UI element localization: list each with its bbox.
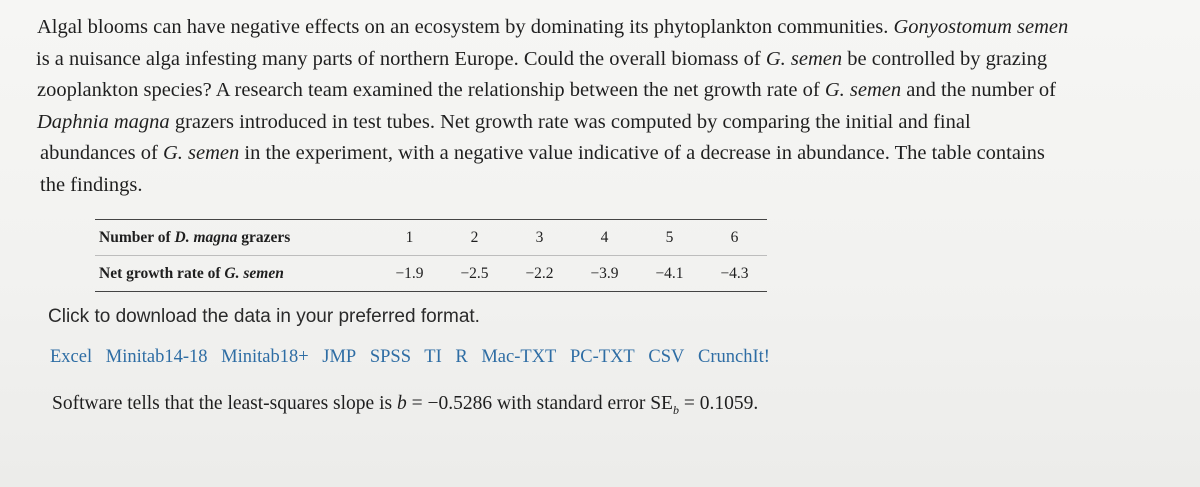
subscript-b: b — [672, 402, 679, 417]
problem-paragraph — [37, 12, 1187, 201]
table-cell: 2 — [442, 220, 507, 256]
download-minitab18-link[interactable]: Minitab18+ — [221, 347, 309, 367]
table-cell: 5 — [637, 220, 702, 256]
text-span: grazers — [237, 228, 291, 246]
software-result — [52, 393, 758, 418]
text-span: = −0.5286 with standard error SE — [406, 393, 673, 414]
text-span: Software tells that the least-squares slope is — [52, 393, 397, 414]
text-span: Number of — [99, 228, 175, 246]
species-name: G. semen — [224, 264, 284, 282]
text-span: zooplankton species? A research team examined the relationship between the net growth rate of — [37, 79, 825, 101]
download-excel-link[interactable]: Excel — [50, 347, 93, 367]
species-name: Gonyostomum semen — [893, 16, 1069, 38]
text-span: in the experiment, with a negative value indicative of a decrease in abundance. The table contains — [239, 142, 1045, 164]
download-spss-link[interactable]: SPSS — [369, 347, 411, 367]
download-pc-txt-link[interactable]: PC-TXT — [569, 347, 635, 367]
download-r-link[interactable]: R — [455, 347, 468, 367]
species-name: G. semen — [765, 47, 843, 70]
paragraph-line — [37, 107, 1187, 139]
variable-b: b — [396, 393, 407, 414]
table-cell: −2.5 — [442, 256, 507, 292]
paragraph-line — [37, 75, 1187, 107]
table-cell: −3.9 — [572, 256, 637, 292]
species-name: G. semen — [162, 142, 240, 164]
download-jmp-link[interactable]: JMP — [322, 347, 357, 367]
paragraph-line — [36, 44, 1187, 76]
text-span: and the number of — [901, 79, 1056, 101]
row-header — [95, 256, 371, 292]
table-cell: 6 — [702, 220, 767, 256]
table-row-growth-rate — [95, 256, 767, 292]
download-mac-txt-link[interactable]: Mac-TXT — [481, 347, 557, 367]
table-cell: −1.9 — [377, 256, 442, 292]
species-name: D. magna — [174, 228, 238, 246]
table-cell: −4.3 — [702, 256, 767, 292]
text-span: Algal blooms can have negative effects on an ecosystem by dominating its phytoplankton communities. — [37, 16, 894, 38]
text-span: = 0.1059. — [678, 393, 759, 414]
text-span: abundances of — [40, 142, 163, 164]
text-span: Net growth rate of — [99, 264, 225, 282]
text-span: the findings. — [40, 173, 143, 196]
table-cell: 1 — [377, 220, 442, 256]
paragraph-line — [40, 138, 1187, 170]
paragraph-line — [40, 170, 1187, 202]
text-span: grazers introduced in test tubes. Net growth rate was computed by comparing the initial and final — [169, 110, 971, 133]
table-row-grazers — [95, 220, 767, 256]
text-span: be controlled by grazing — [842, 47, 1048, 70]
table-cell: 4 — [572, 220, 637, 256]
row-header — [95, 220, 371, 256]
table-cell: 3 — [507, 220, 572, 256]
species-name: G. semen — [824, 79, 902, 101]
download-csv-link[interactable]: CSV — [648, 347, 685, 367]
download-minitab14-18-link[interactable]: Minitab14-18 — [105, 347, 208, 367]
data-table — [95, 219, 767, 292]
paragraph-line — [37, 12, 1187, 44]
download-hint: Click to download the data in your preferred format. — [48, 306, 480, 327]
table-cell: −2.2 — [507, 256, 572, 292]
table-cell: −4.1 — [637, 256, 702, 292]
species-name: Daphnia magna — [37, 110, 170, 133]
download-crunchit-link[interactable]: CrunchIt! — [697, 347, 770, 367]
text-span: is a nuisance alga infesting many parts of northern Europe. Could the overall biomass of — [36, 47, 766, 70]
download-links — [50, 347, 779, 368]
download-ti-link[interactable]: TI — [424, 347, 442, 367]
